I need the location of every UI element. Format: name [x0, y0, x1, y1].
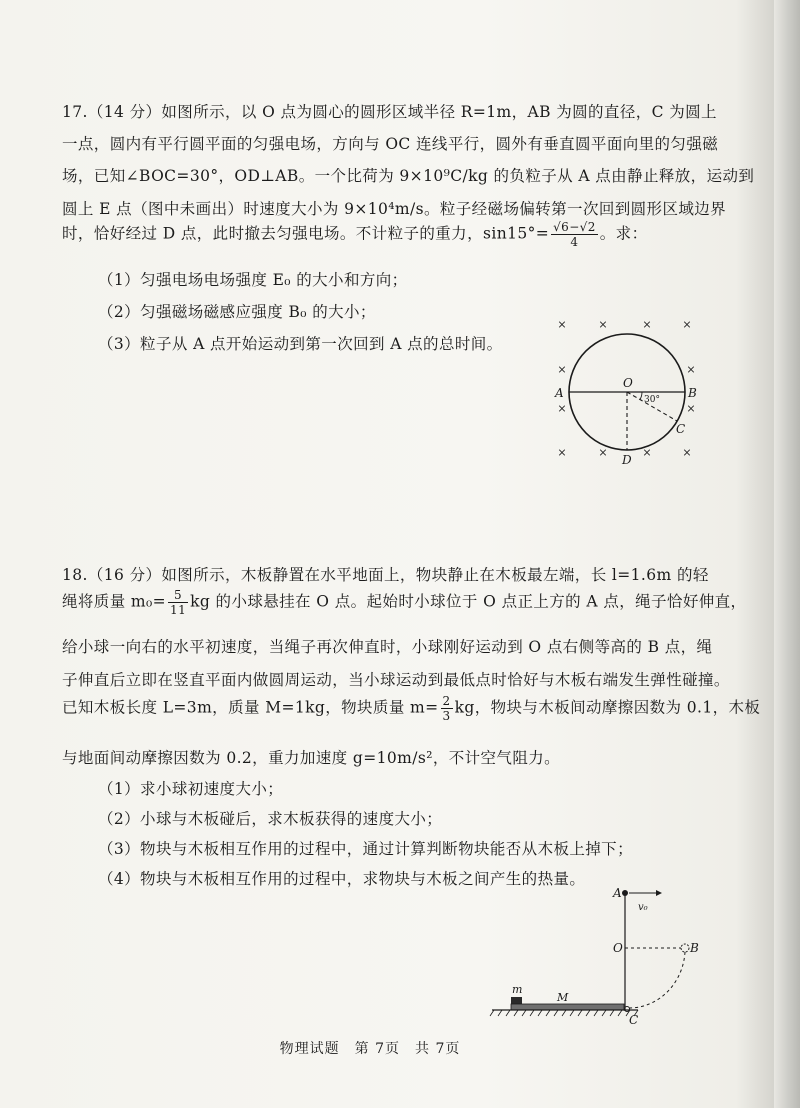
label-o: O	[623, 376, 633, 390]
label-b: B	[690, 941, 699, 955]
q18-line-6: 与地面间动摩擦因数为 0.2，重力加速度 g=10m/s²，不计空气阻力。	[62, 749, 561, 767]
q17-figure	[545, 312, 715, 472]
circular-path-bc	[629, 952, 685, 1008]
q18-sub-4: （4）物块与木板相互作用的过程中，求物块与木板之间产生的热量。	[98, 870, 586, 888]
q17-line-5	[62, 220, 647, 249]
page-footer: 物理试题 第 7页 共 7页	[279, 1041, 461, 1057]
mass-fraction	[168, 588, 188, 617]
cross-mark: ×	[598, 318, 608, 331]
fraction-denominator: 11	[170, 603, 187, 617]
q18-line-2-text: 绳将质量 m₀=	[62, 592, 167, 611]
q18-figure	[488, 880, 708, 1028]
velocity-arrowhead	[656, 890, 662, 896]
label-m-board: M	[557, 991, 569, 1004]
label-o: O	[613, 941, 623, 955]
fraction-numerator: 5	[168, 588, 188, 603]
cross-mark: ×	[682, 446, 692, 459]
q18-line-2-end: kg 的小球悬挂在 O 点。起始时小球位于 O 点正上方的 A 点，绳子恰好伸直，	[190, 592, 747, 611]
cross-mark: ×	[598, 446, 608, 459]
q18-line-5-text: 已知木板长度 L=3m，质量 M=1kg，物块质量 m=	[62, 698, 439, 717]
fraction-numerator: √6−√2	[553, 220, 596, 234]
fraction-numerator: 2	[442, 694, 451, 708]
q18-sub-3: （3）物块与木板相互作用的过程中，通过计算判断物块能否从木板上掉下；	[98, 840, 633, 858]
q17-line-2: 一点，圆内有平行圆平面的匀强电场，方向与 OC 连线平行，圆外有垂直圆平面向里的匀强磁	[62, 135, 719, 153]
q17-line-3: 场，已知∠BOC=30°，OD⊥AB。一个比荷为 9×10⁹C/kg 的负粒子从 A 点由静止释放，运动到	[62, 167, 755, 185]
q18-line-3: 给小球一向右的水平初速度，当绳子再次伸直时，小球刚好运动到 O 点右侧等高的 B 点，绳	[62, 638, 713, 656]
cross-mark: ×	[557, 318, 567, 331]
fraction-denominator: 4	[570, 235, 579, 249]
ball-at-b	[681, 944, 689, 952]
q17-line-4: 圆上 E 点（图中未画出）时速度大小为 9×10⁴m/s。粒子经磁场偏转第一次回到圆形区域边界	[62, 200, 727, 218]
label-d: D	[622, 453, 632, 467]
q17-line-1: 17.（14 分）如图所示，以 O 点为圆心的圆形区域半径 R=1m，AB 为圆的直径，C 为圆上	[62, 103, 717, 121]
label-a: A	[613, 886, 622, 900]
label-c: C	[629, 1013, 639, 1027]
q17-sub-1: （1）匀强电场电场强度 E₀ 的大小和方向；	[98, 271, 408, 289]
label-c: C	[676, 422, 686, 436]
block-mass-fraction	[441, 694, 453, 723]
q18-line-4: 子伸直后立即在竖直平面内做圆周运动，当小球运动到最低点时恰好与木板右端发生弹性碰撞。	[62, 671, 730, 689]
cross-mark: ×	[557, 402, 567, 415]
q18-line-5-end: kg，物块与木板间动摩擦因数为 0.1，木板	[454, 698, 761, 717]
sin15-fraction	[551, 220, 598, 249]
cross-mark: ×	[686, 363, 696, 376]
q17-line-5-text: 时，恰好经过 D 点，此时撤去匀强电场。不计粒子的重力，sin15°=	[62, 224, 550, 243]
label-m-block: m	[512, 983, 523, 996]
angle-arc	[640, 392, 642, 400]
q18-line-1: 18.（16 分）如图所示，木板静置在水平地面上，物块静止在木板最左端，长 l=1.6m 的轻	[62, 566, 709, 584]
label-a: A	[555, 386, 564, 400]
q17-line-5-end: 。求：	[599, 224, 648, 243]
label-b: B	[688, 386, 697, 400]
board-m	[511, 1004, 624, 1010]
page-edge	[774, 0, 800, 1108]
cross-mark: ×	[642, 446, 652, 459]
q18-sub-2: （2）小球与木板碰后，求木板获得的速度大小；	[98, 810, 443, 828]
cross-mark: ×	[642, 318, 652, 331]
fraction-denominator: 3	[442, 709, 451, 723]
label-v0: v₀	[638, 902, 648, 913]
q17-sub-3: （3）粒子从 A 点开始运动到第一次回到 A 点的总时间。	[98, 335, 503, 353]
ground-hatching	[490, 1010, 638, 1016]
cross-mark: ×	[682, 318, 692, 331]
q17-sub-2: （2）匀强磁场磁感应强度 B₀ 的大小；	[98, 303, 376, 321]
cross-mark: ×	[557, 446, 567, 459]
q18-sub-1: （1）求小球初速度大小；	[98, 780, 284, 798]
q18-line-5	[62, 694, 760, 723]
angle-label: 30°	[644, 395, 660, 405]
q18-line-2	[62, 588, 746, 617]
cross-mark: ×	[557, 363, 567, 376]
cross-mark: ×	[686, 402, 696, 415]
